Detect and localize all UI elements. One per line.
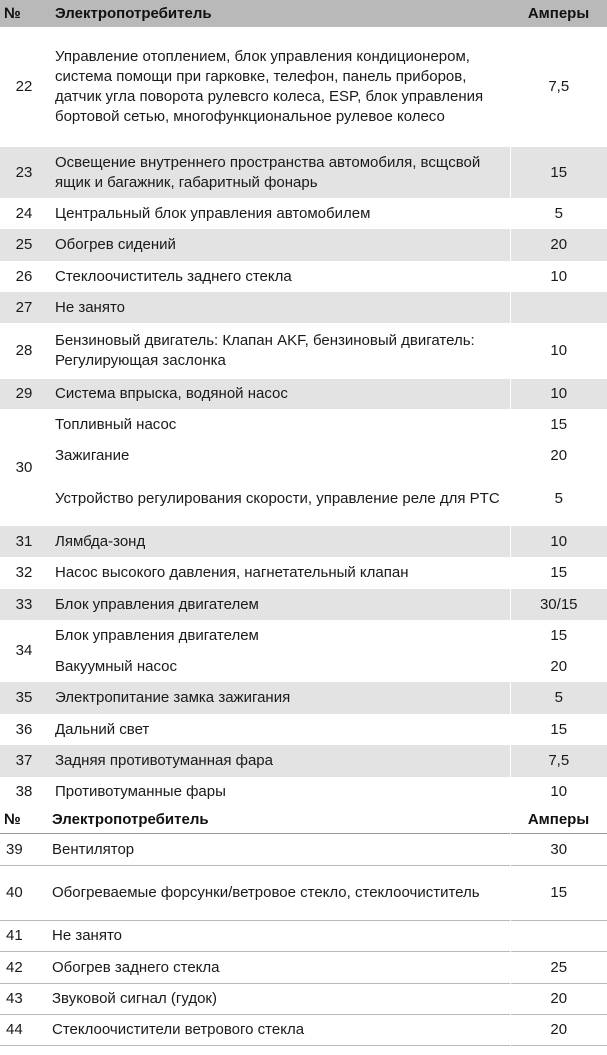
column-header-consumer: Электропотребитель <box>55 4 212 22</box>
consumer-name: Устройство регулирования скорости, управление реле для PTC <box>55 489 500 507</box>
consumer-name: Бензиновый двигатель: Клапан AKF, бензиновый двигатель: Регулирующая заслонка <box>55 332 475 369</box>
consumer-name: Зажигание <box>55 447 130 464</box>
fuse-number: 38 <box>15 783 33 800</box>
table-row <box>0 557 607 589</box>
consumer-name: Электропитание замка зажигания <box>55 689 291 706</box>
consumer-name: Лямбда-зонд <box>55 532 146 550</box>
fuse-number: 31 <box>15 532 33 550</box>
table-row <box>0 921 607 952</box>
table-row <box>0 866 607 921</box>
table-row <box>0 589 607 620</box>
column-header-amperes: Амперы <box>527 4 590 22</box>
consumer-name: Вакуумный насос <box>55 657 177 675</box>
fuse-amperage: 5 <box>510 471 607 526</box>
consumer-name: Обогреваемые форсунки/ветровое стекло, стеклоочиститель <box>52 884 480 901</box>
fuse-amperage: 20 <box>510 1015 607 1046</box>
fuse-number: 40 <box>6 884 23 901</box>
fuse-amperage: 15 <box>510 147 607 198</box>
consumer-name: Звуковой сигнал (гудок) <box>52 990 217 1007</box>
fuse-amperage: 30 <box>510 834 607 866</box>
consumer-name: Система впрыска, водяной насос <box>55 385 288 402</box>
fuse-amperage: 10 <box>510 526 607 557</box>
fuse-number: 41 <box>6 927 23 944</box>
fuse-amperage: 20 <box>510 441 607 471</box>
table-row <box>0 526 607 557</box>
table-row <box>0 323 607 379</box>
fuse-number: 43 <box>6 990 23 1007</box>
table-row <box>0 409 607 441</box>
fuse-amperage: 7,5 <box>510 27 607 147</box>
table-row <box>0 714 607 745</box>
table-row <box>0 651 607 682</box>
fuse-number: 37 <box>15 752 33 769</box>
consumer-name: Центральный блок управления автомобилем <box>55 204 371 222</box>
consumer-name: Насос высокого давления, нагнетательный клапан <box>55 564 409 581</box>
fuse-number: 25 <box>15 236 33 253</box>
column-header-consumer: Электропотребитель <box>52 811 209 828</box>
fuse-number: 34 <box>15 642 33 659</box>
table-row <box>0 777 607 807</box>
fuse-amperage: 20 <box>510 651 607 682</box>
consumer-name: Дальний свет <box>55 720 150 738</box>
fuse-number: 39 <box>6 840 23 858</box>
fuse-amperage: 10 <box>510 777 607 807</box>
consumer-name: Стеклоочистители ветрового стекла <box>52 1021 305 1038</box>
consumer-name: Вентилятор <box>52 840 135 858</box>
fuse-number: 36 <box>15 720 33 738</box>
fuse-number: 44 <box>6 1021 23 1038</box>
consumer-name: Обогрев сидений <box>55 236 176 253</box>
fuse-number: 35 <box>15 689 33 706</box>
table-row <box>0 379 607 409</box>
fuse-number: 28 <box>15 342 33 359</box>
table-row <box>0 27 607 147</box>
fuse-number: 32 <box>15 564 33 581</box>
column-header-amperes: Амперы <box>527 811 590 828</box>
table-row <box>0 147 607 198</box>
column-header-number: № <box>4 4 21 22</box>
fuse-number: 42 <box>6 958 23 976</box>
fuse-amperage: 7,5 <box>510 745 607 777</box>
fuse-amperage: 15 <box>510 866 607 921</box>
fuse-amperage <box>510 921 607 952</box>
fuse-number: 24 <box>15 204 33 222</box>
fuse-amperage: 5 <box>510 682 607 714</box>
fuse-number: 27 <box>15 298 33 316</box>
fuse-amperage: 20 <box>510 229 607 261</box>
table-row <box>0 1015 607 1046</box>
consumer-name: Освещение внутреннего пространства автомобиля, всщсвой ящик и багажник, габаритный фонарь <box>55 153 481 191</box>
fuse-amperage: 20 <box>510 984 607 1015</box>
consumer-name: Задняя противотуманная фара <box>55 752 273 769</box>
table-row <box>0 441 607 471</box>
consumer-name: Противотуманные фары <box>55 783 226 800</box>
table-row <box>0 261 607 292</box>
fuse-amperage: 15 <box>510 557 607 589</box>
fuse-number: 26 <box>15 267 33 285</box>
table-row <box>0 834 607 866</box>
fuse-table-1-body <box>0 27 607 807</box>
fuse-amperage: 25 <box>510 952 607 984</box>
table-row <box>0 620 607 651</box>
fuse-amperage: 30/15 <box>510 589 607 620</box>
table-row <box>0 952 607 984</box>
consumer-name: Обогрев заднего стекла <box>52 958 220 976</box>
fuse-number: 30 <box>15 458 33 476</box>
fuse-amperage <box>510 292 607 323</box>
table-row <box>0 745 607 777</box>
table-row <box>0 292 607 323</box>
consumer-name: Топливный насос <box>55 416 177 433</box>
fuse-table-2 <box>0 807 607 1046</box>
consumer-name: Управление отоплением, блок управления кондиционером, система помощи при гарковке, телефон, панель приборов, датчик угла поворота рулевсго колеса, ESP, блок управления бортовой сетью, многофункциональное рулевое колесо <box>55 48 484 125</box>
fuse-amperage: 15 <box>510 714 607 745</box>
fuse-amperage: 15 <box>510 620 607 651</box>
fuse-number: 29 <box>15 385 33 402</box>
table-header <box>0 0 607 27</box>
table-row <box>0 984 607 1015</box>
fuse-amperage: 15 <box>510 409 607 441</box>
consumer-name: Стеклоочиститель заднего стекла <box>55 267 292 285</box>
fuse-table-2-body <box>0 834 607 1046</box>
fuse-amperage: 5 <box>510 198 607 229</box>
consumer-name: Не занято <box>52 927 123 944</box>
fuse-number: 23 <box>15 163 33 181</box>
table-row <box>0 198 607 229</box>
consumer-name: Не занято <box>55 298 126 316</box>
consumer-name: Блок управления двигателем <box>55 595 259 613</box>
table-row <box>0 682 607 714</box>
fuse-amperage: 10 <box>510 261 607 292</box>
fuse-amperage: 10 <box>510 323 607 379</box>
table-row <box>0 471 607 526</box>
fuse-number: 22 <box>15 78 33 95</box>
consumer-name: Блок управления двигателем <box>55 626 259 644</box>
table-header <box>0 807 607 834</box>
column-header-number: № <box>4 811 21 828</box>
fuse-amperage: 10 <box>510 379 607 409</box>
fuse-number: 33 <box>15 595 33 613</box>
table-row <box>0 229 607 261</box>
